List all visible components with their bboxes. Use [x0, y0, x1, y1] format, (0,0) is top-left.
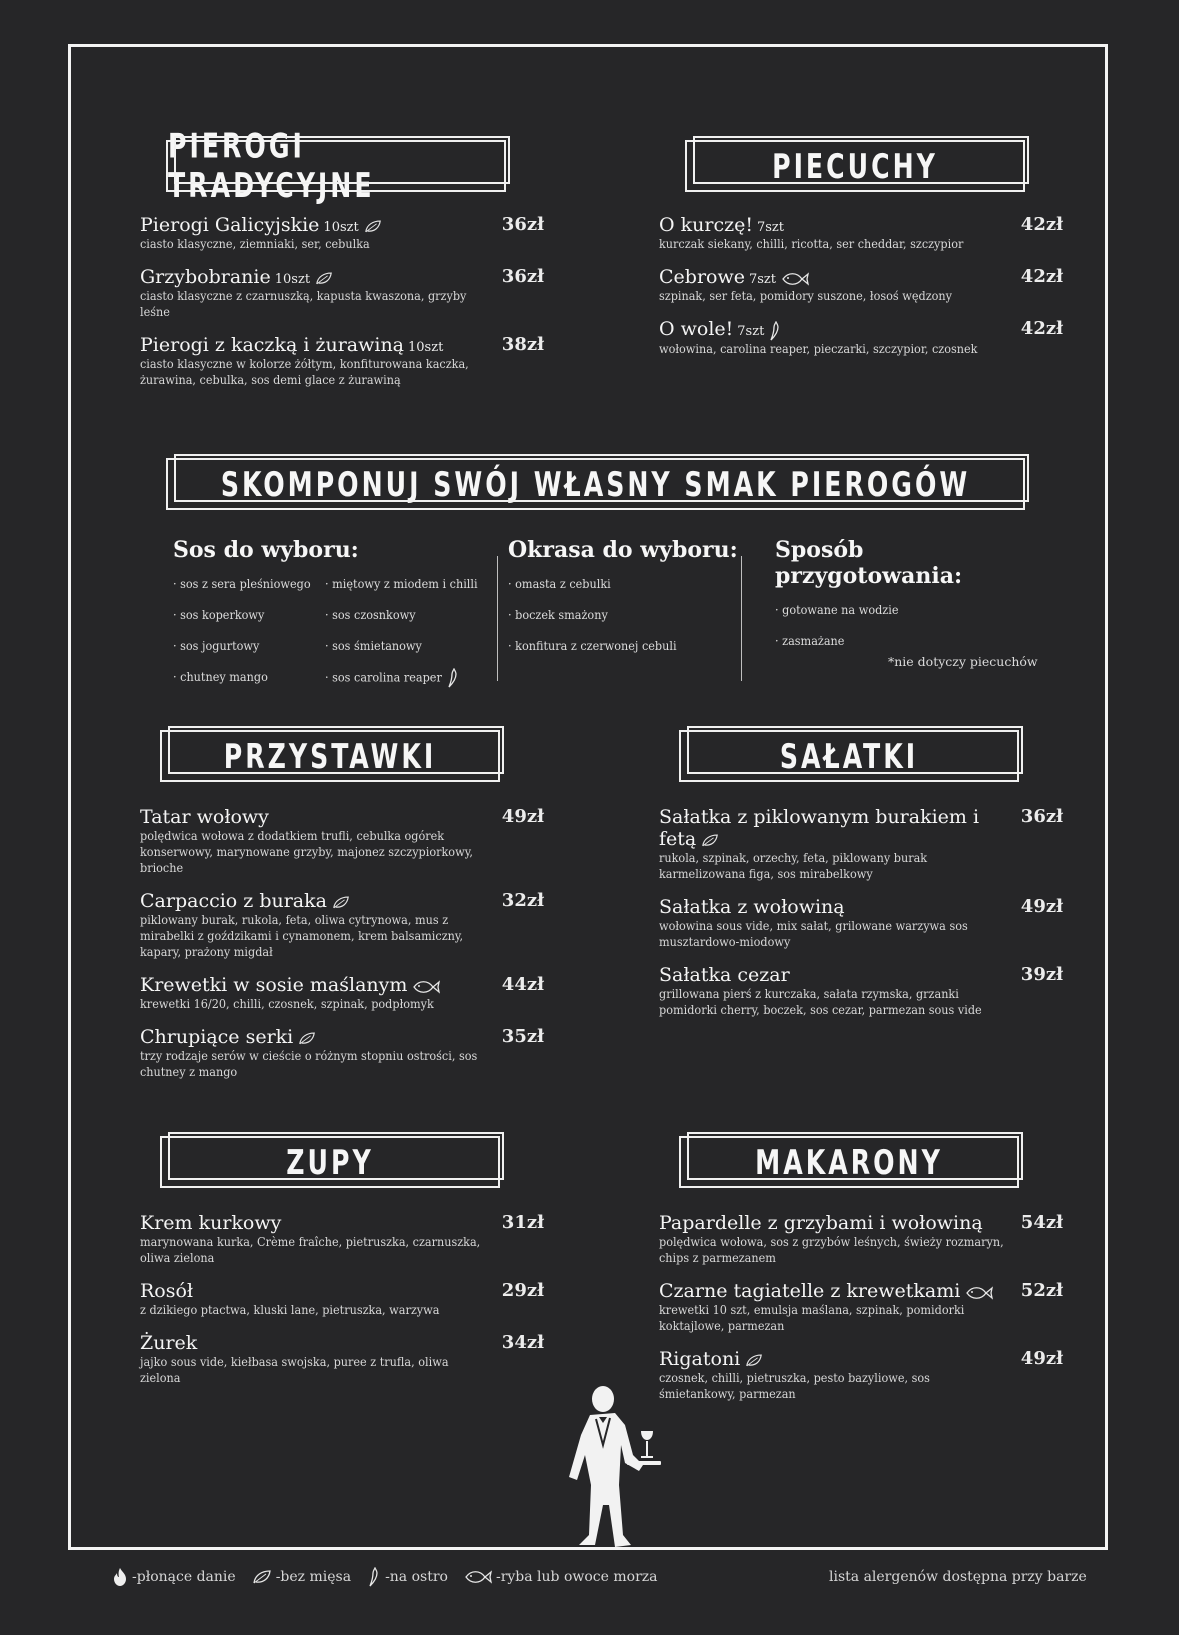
- menu-item-name: Krewetki w sosie maślanym: [140, 974, 408, 996]
- menu-item-name: Sałatka z piklowanym burakiem i fetą: [659, 806, 980, 850]
- menu-item-price: 54zł: [1020, 1212, 1063, 1233]
- menu-item-title: [659, 964, 1021, 986]
- menu-item-qty: 10szt: [323, 220, 359, 235]
- menu-item: [140, 334, 544, 388]
- compose-sauces: [173, 537, 493, 699]
- menu-item-price: 36zł: [501, 266, 544, 287]
- menu-item-description: ciasto klasyczne z czarnuszką, kapusta kwaszona, grzyby leśne: [140, 288, 467, 319]
- menu-item-name: Rigatoni: [659, 1348, 741, 1370]
- menu-item-description: polędwica wołowa, sos z grzybów leśnych, świeży rozmaryn, chips z parmezanem: [659, 1234, 1004, 1265]
- menu-item-description: polędwica wołowa z dodatkiem trufli, cebulka ogórek konserwowy, marynowane grzyby, majonez szczypiorkowy, brioche: [140, 828, 473, 875]
- menu-item-price: 49zł: [1020, 1348, 1063, 1369]
- legend-fish-label: -ryba lub owoce morza: [495, 1569, 658, 1585]
- compose-preparation: [775, 537, 1045, 663]
- flame-icon: [112, 1567, 128, 1587]
- prep-option: · zasmażane: [775, 633, 845, 648]
- menu-item: [140, 214, 544, 252]
- sauce-option: · sos koperkowy: [173, 607, 265, 622]
- sauce-option-label: · sos carolina reaper: [325, 669, 442, 685]
- menu-item-title: [140, 974, 502, 996]
- menu-item-title: [659, 318, 1021, 341]
- menu-item: [140, 1280, 544, 1318]
- menu-item-name: Sałatka z wołowiną: [659, 896, 845, 918]
- menu-item-price: 42zł: [1020, 266, 1063, 287]
- menu-item-name: Czarne tagiatelle z krewetkami: [659, 1280, 961, 1302]
- topping-option: · konfitura z czerwonej cebuli: [508, 638, 677, 653]
- menu-item-qty: 7szt: [748, 272, 776, 287]
- menu-item-row: [140, 1212, 544, 1234]
- menu-item-name: Carpaccio z buraka: [140, 890, 327, 912]
- menu-item-name: Pierogi Galicyjskie: [140, 214, 320, 236]
- sauce-option: · sos śmietanowy: [325, 638, 422, 653]
- header-zupy: [160, 1136, 500, 1188]
- menu-item-title: [659, 214, 1021, 236]
- header-piecuchy: [685, 140, 1025, 192]
- menu-item: [659, 806, 1063, 882]
- menu-item-name: Rosół: [140, 1280, 194, 1302]
- legend-leaf-label: -bez mięsa: [275, 1569, 352, 1585]
- menu-item-qty: 10szt: [274, 272, 311, 287]
- menu-item-description: krewetki 10 szt, emulsja maślana, szpinak, pomidorki koktajlowe, parmezan: [659, 1302, 965, 1333]
- topping-option: · omasta z cebulki: [508, 576, 611, 591]
- header-zupy-title: ZUPY: [286, 1142, 374, 1182]
- menu-item-name: O wole!: [659, 318, 734, 340]
- menu-item-row: [140, 1026, 544, 1048]
- menu-item-price: 44zł: [501, 974, 544, 995]
- menu-item-row: [659, 318, 1063, 341]
- menu-item-name: Żurek: [140, 1332, 198, 1354]
- leaf-icon: [745, 1353, 763, 1368]
- menu-item: [140, 974, 544, 1012]
- menu-item-title: [140, 334, 502, 356]
- header-salatki: [679, 730, 1019, 782]
- menu-item-price: 49zł: [1020, 896, 1063, 917]
- menu-item-price: 52zł: [1020, 1280, 1063, 1301]
- section-salatki: [659, 806, 1063, 1032]
- leaf-icon: [315, 271, 333, 286]
- section-piecuchy: [659, 214, 1063, 371]
- sauce-option-with-icon: [325, 668, 493, 699]
- menu-item: [659, 214, 1063, 252]
- menu-item-row: [659, 806, 1063, 850]
- legend-flame-label: -płonące danie: [132, 1569, 236, 1585]
- menu-item-title: [140, 1212, 502, 1234]
- menu-item-description: rukola, szpinak, orzechy, feta, piklowany burak karmelizowana figa, sos mirabelkowy: [659, 850, 928, 881]
- section-pierogi: [140, 214, 544, 402]
- legend-chili: [367, 1567, 448, 1587]
- menu-item-row: [140, 1280, 544, 1302]
- menu-item-title: [659, 896, 1021, 918]
- menu-item-description: trzy rodzaje serów w cieście o różnym stopniu ostrości, sos chutney z mango: [140, 1048, 478, 1079]
- header-compose: [166, 458, 1025, 510]
- menu-item-description: grillowana pierś z kurczaka, sałata rzymska, grzanki pomidorki cherry, boczek, sos cezar, parmezan sous vide: [659, 986, 982, 1017]
- menu-item-description: kurczak siekany, chilli, ricotta, ser cheddar, szczypior: [659, 236, 964, 251]
- menu-item-title: [140, 1280, 502, 1302]
- menu-item-name: Tatar wołowy: [140, 806, 269, 828]
- menu-item-price: 36zł: [1020, 806, 1063, 827]
- header-compose-title: SKOMPONUJ SWÓJ WŁASNY SMAK PIEROGÓW: [220, 464, 971, 504]
- menu-item-title: [659, 806, 1021, 850]
- toppings-title: Okrasa do wyboru:: [508, 537, 738, 563]
- menu-item-description: piklowany burak, rukola, feta, oliwa cytrynowa, mus z mirabelki z goździkami i cynamonem, krem balsamiczny, kapary, prażony migdał: [140, 912, 464, 959]
- menu-item-price: 29zł: [501, 1280, 544, 1301]
- menu-item-title: [140, 890, 502, 912]
- menu-item: [659, 896, 1063, 950]
- compose-divider-1: [497, 556, 498, 681]
- menu-item-price: 39zł: [1020, 964, 1063, 985]
- menu-item-description: wołowina, carolina reaper, pieczarki, szczypior, czosnek: [659, 340, 978, 356]
- menu-item-qty: 10szt: [408, 340, 444, 355]
- chili-icon: [447, 668, 459, 688]
- leaf-icon: [252, 1569, 272, 1585]
- menu-item: [140, 1026, 544, 1080]
- fish-icon: [965, 1285, 993, 1301]
- menu-item-row: [140, 1332, 544, 1354]
- menu-item-title: [140, 1332, 502, 1354]
- sauce-option: · sos z sera pleśniowego: [173, 576, 311, 591]
- menu-item-description: szpinak, ser feta, pomidory suszone, łosoś wędzony: [659, 288, 952, 303]
- legend-fish: [464, 1569, 658, 1585]
- menu-item-price: 49zł: [501, 806, 544, 827]
- menu-item-description: marynowana kurka, Crème fraîche, pietruszka, czarnuszka, oliwa zielona: [140, 1234, 481, 1265]
- menu-item-row: [140, 334, 544, 356]
- compose-toppings: [508, 537, 738, 668]
- menu-item-price: 35zł: [501, 1026, 544, 1047]
- menu-item-price: 42zł: [1020, 214, 1063, 235]
- menu-item-title: [659, 1348, 1021, 1370]
- menu-item-name: Chrupiące serki: [140, 1026, 294, 1048]
- chili-icon: [367, 1567, 381, 1587]
- menu-item: [659, 1212, 1063, 1266]
- menu-item-name: Krem kurkowy: [140, 1212, 282, 1234]
- menu-item-row: [659, 214, 1063, 236]
- menu-item-description: z dzikiego ptactwa, kluski lane, pietruszka, warzywa: [140, 1302, 440, 1317]
- menu-item-qty: 7szt: [737, 324, 765, 339]
- menu-item-row: [659, 266, 1063, 288]
- menu-item-row: [140, 806, 544, 828]
- header-makarony-title: MAKARONY: [755, 1142, 943, 1182]
- section-makarony: [659, 1212, 1063, 1416]
- menu-item-row: [140, 974, 544, 996]
- sauce-option: · sos jogurtowy: [173, 638, 260, 653]
- menu-item-price: 34zł: [501, 1332, 544, 1353]
- legend-leaf: [252, 1569, 351, 1585]
- menu-item-description: wołowina sous vide, mix sałat, grilowane warzywa sos musztardowo-miodowy: [659, 918, 968, 949]
- sauces-title: Sos do wyboru:: [173, 537, 359, 563]
- menu-item-row: [140, 266, 544, 288]
- header-piecuchy-title: PIECUCHY: [772, 146, 938, 186]
- menu-item: [659, 964, 1063, 1018]
- fish-icon: [781, 271, 809, 287]
- menu-item-title: [140, 806, 502, 828]
- leaf-icon: [298, 1031, 316, 1046]
- header-makarony: [679, 1136, 1019, 1188]
- menu-item-title: [659, 1212, 1021, 1234]
- menu-item-title: [140, 1026, 502, 1048]
- menu-item-name: Cebrowe: [659, 266, 745, 288]
- header-pierogi: [166, 126, 506, 206]
- menu-item-row: [659, 1280, 1063, 1302]
- menu-item-name: Grzybobranie: [140, 266, 271, 288]
- menu-item: [140, 1332, 544, 1386]
- menu-item-price: 36zł: [501, 214, 544, 235]
- menu-item: [140, 806, 544, 876]
- menu-item: [659, 266, 1063, 304]
- menu-item-price: 32zł: [501, 890, 544, 911]
- menu-item-description: ciasto klasyczne w kolorze żółtym, konfiturowana kaczka, żurawina, cebulka, sos demi glace z żurawiną: [140, 356, 469, 387]
- leaf-icon: [332, 895, 350, 910]
- menu-item-name: Papardelle z grzybami i wołowiną: [659, 1212, 983, 1234]
- menu-item-row: [140, 890, 544, 912]
- menu-item-title: [659, 266, 1021, 288]
- menu-item-description: czosnek, chilli, pietruszka, pesto bazyliowe, sos śmietankowy, parmezan: [659, 1370, 930, 1401]
- header-salatki-title: SAŁATKI: [779, 736, 919, 776]
- menu-item: [659, 1348, 1063, 1402]
- leaf-icon: [364, 219, 382, 234]
- menu-item: [140, 890, 544, 960]
- header-pierogi-title: PIEROGI TRADYCYJNE: [168, 126, 375, 206]
- sauce-option: · miętowy z miodem i chilli: [325, 576, 478, 591]
- header-przystawki-title: PRZYSTAWKI: [223, 736, 437, 776]
- fish-icon: [464, 1569, 492, 1585]
- legend-flame: [112, 1567, 236, 1587]
- menu-item: [140, 1212, 544, 1266]
- menu-item-price: 31zł: [501, 1212, 544, 1233]
- menu-item-description: krewetki 16/20, chilli, czosnek, szpinak, podpłomyk: [140, 996, 434, 1011]
- waiter-illustration: [555, 1385, 675, 1550]
- prep-title: Sposób przygotowania:: [775, 537, 963, 589]
- compose-divider-2: [741, 556, 742, 681]
- menu-item-description: ciasto klasyczne, ziemniaki, ser, cebulka: [140, 236, 370, 251]
- legend: [112, 1567, 674, 1587]
- menu-item-name: Sałatka cezar: [659, 964, 790, 986]
- menu-item-price: 38zł: [501, 334, 544, 355]
- menu-item-row: [659, 896, 1063, 918]
- menu-item-description: jajko sous vide, kiełbasa swojska, puree z trufla, oliwa zielona: [140, 1354, 449, 1385]
- menu-item-title: [659, 1280, 1021, 1302]
- leaf-icon: [701, 833, 719, 848]
- sauce-option: · chutney mango: [173, 669, 268, 684]
- sauce-option: · sos czosnkowy: [325, 607, 416, 622]
- menu-item-row: [659, 1212, 1063, 1234]
- menu-item: [140, 266, 544, 320]
- section-zupy: [140, 1212, 544, 1400]
- topping-option: · boczek smażony: [508, 607, 608, 622]
- menu-item-title: [140, 214, 502, 236]
- menu-item: [659, 318, 1063, 357]
- menu-item-name: O kurczę!: [659, 214, 753, 236]
- chili-icon: [769, 321, 781, 341]
- fish-icon: [412, 979, 440, 995]
- menu-item-row: [659, 964, 1063, 986]
- menu-item-price: 42zł: [1020, 318, 1063, 339]
- menu-item-row: [140, 214, 544, 236]
- allergens-note: lista alergenów dostępna przy barze: [829, 1569, 1087, 1585]
- menu-item-name: Pierogi z kaczką i żurawiną: [140, 334, 405, 356]
- prep-option: · gotowane na wodzie: [775, 602, 899, 617]
- compose-note: *nie dotyczy piecuchów: [888, 654, 1038, 669]
- menu-item-row: [659, 1348, 1063, 1370]
- menu-item-qty: 7szt: [756, 220, 784, 235]
- header-przystawki: [160, 730, 500, 782]
- section-przystawki: [140, 806, 544, 1094]
- legend-chili-label: -na ostro: [385, 1569, 448, 1585]
- menu-item: [659, 1280, 1063, 1334]
- menu-item-title: [140, 266, 502, 288]
